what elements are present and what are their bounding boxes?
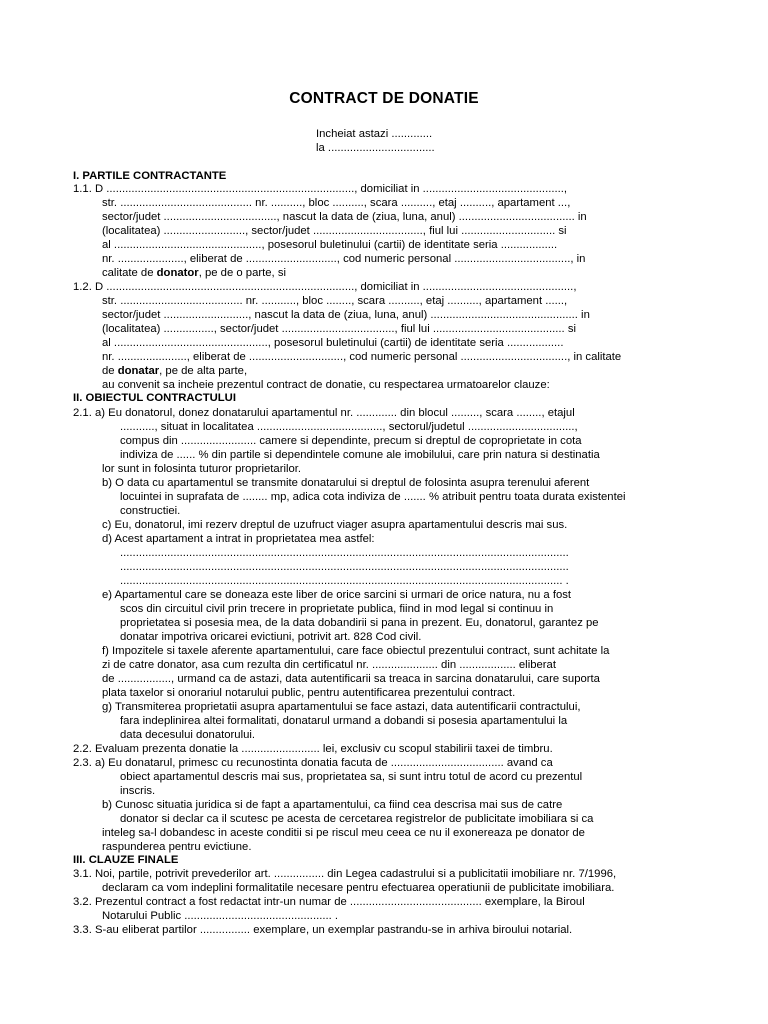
clause-2-1-line: zi de catre donator, asa cum rezulta din certificatul nr. ..................... din .................. eliberat [102,659,556,671]
clause-1-1-line: al ..............................................., posesorul buletinului (cartii) de identitate seria .................. [102,239,558,251]
clause-1-2-line: nr. ......................, eliberat de .............................., cod numeric personal .................................., in calitate [102,351,622,363]
clause-2-1-line: e) Apartamentul care se doneaza este liber de orice sarcini si urmari de orice natura, nu a fost [102,589,572,601]
clause-2-1-line: locuintei in suprafata de ........ mp, adica cota indiviza de ....... % atribuit pentru toata durata existentei [120,491,626,503]
clause-1-1-line: (localitatea) .........................., sector/judet ..................................., fiul lui .............................. si [102,225,567,237]
clause-2-1-line: f) Impozitele si taxele aferente apartamentului, care face obiectul prezentului contract, sunt achitate la [102,645,610,657]
clause-1-2-line: (localitatea) ................, sector/judet ...................................., fiul lui .......................................... si [102,323,576,335]
clause-2-1-line: donatar impotriva oricarei evictiuni, potrivit art. 828 Cod civil. [120,631,422,643]
clause-2-3-line: inscris. [120,785,156,797]
clause-1-1-line: str. .......................................... nr. .........., bloc .........., scara .........., etaj .........., apartament ..., [102,197,571,209]
concluded-date-line: Incheiat astazi ............. [316,128,433,140]
clause-1-2-line: sector/judet ..........................., nascut la data de (ziua, luna, anul) ............................................... in [102,309,590,321]
clause-1-2-closing-line: au convenit sa incheie prezentul contract de donatie, cu respectarea urmatoarelor clauze: [102,379,550,391]
clause-2-1-line: lor sunt in folosinta tuturor proprietarilor. [102,463,302,475]
section-2-heading: II. OBIECTUL CONTRACTULUI [73,392,236,404]
clause-2-1-line: proprietatea si posesia mea, de la data dobandirii si pana in prezent. Eu, donatorul, garantez pe [120,617,599,629]
clause-2-1-line: indiviza de ...... % din partile si dependintele comune ale imobilului, care prin natura si destinatia [120,449,600,461]
clause-2-3-line: raspunderea pentru evictiune. [102,841,252,853]
clause-1-1-line: nr. ....................., eliberat de ............................., cod numeric personal ....................................., in [102,253,586,265]
clause-2-1-line: b) O data cu apartamentul se transmite donatarului si dreptul de folosinta asupra terenului aferent [102,477,590,489]
clause-3-line: Notarului Public ............................................... . [102,910,339,922]
clause-1-2-line: 1.2. D ..............................................................................., domiciliat in ................................................, [73,281,577,293]
section-3-heading: III. CLAUZE FINALE [73,854,179,866]
clause-2-1-line: g) Transmiterea proprietatii asupra apartamentului se face astazi, data autentificarii contractului, [102,701,581,713]
clause-2-3-line: obiect apartamentul descris mai sus, proprietatea sa, si sunt intru totul de acord cu prezentul [120,771,583,783]
document-title: CONTRACT DE DONATIE [289,90,479,107]
clause-2-1-line: compus din ........................ camere si dependinte, precum si dreptul de coproprietate in cota [120,435,582,447]
clause-1-1-donator-line [102,267,286,280]
donatar-pre-text: de [102,365,118,377]
clause-1-1-line: 1.1. D ..............................................................................., domiciliat in ............................................., [73,183,568,195]
clause-2-3-line: b) Cunosc situatia juridica si de fapt a apartamentului, ca fiind cea descrisa mai sus de catre [102,799,563,811]
donator-post-text: , pe de o parte, si [198,267,286,279]
clause-1-2-line: str. ....................................... nr. ..........., bloc ........, scara .........., etaj .........., apartament ......, [102,295,568,307]
dotted-fill-line: ............................................................................................................................................. . [120,575,569,587]
clause-2-1-line: c) Eu, donatorul, imi rezerv dreptul de uzufruct viager asupra apartamentului descris mai sus. [102,519,568,531]
clause-2-1-line: data decesului donatorului. [120,729,256,741]
donator-role-bold: donator [156,267,199,279]
donator-pre-text: calitate de [102,267,157,279]
donatar-role-bold: donatar [117,365,160,377]
clause-2-3-line: inteleg sa-l dobandesc in aceste conditii si pe riscul meu ceea ce nu il exonereaza pe donator de [102,827,585,839]
clause-2-1-line: 2.1. a) Eu donatorul, donez donatarului apartamentul nr. ............. din blocul ........., scara ........, etajul [73,407,575,419]
clause-2-1-line: ..........., situat in localitatea ........................................, sectorul/judetul .................................., [120,421,578,433]
clause-2-1-line: fara indeplinirea altei formalitati, donatarul urmand a dobandi si posesia apartamentului la [120,715,568,727]
donatar-post-text: , pe de alta parte, [159,365,248,377]
dotted-fill-line: ............................................................................................................................................... [120,547,569,559]
clause-2-3-line: 2.3. a) Eu donatarul, primesc cu recunostinta donatia facuta de .................................... avand ca [73,757,553,769]
concluded-place-line: la .................................. [316,142,435,154]
section-1-heading: I. PARTILE CONTRACTANTE [73,170,227,182]
dotted-fill-line: ............................................................................................................................................... [120,561,569,573]
clause-2-1-line: plata taxelor si onorariul notarului public, pentru autentificarea prezentului contract. [102,687,516,699]
clause-2-2-line: 2.2. Evaluam prezenta donatie la ......................... lei, exclusiv cu scopul stabilirii taxei de timbru. [73,743,553,755]
clause-3-line: 3.2. Prezentul contract a fost redactat intr-un numar de .......................................... exemplare, la Biroul [73,896,585,908]
clause-1-2-donatar-line [102,365,247,378]
clause-2-1-line: d) Acest apartament a intrat in proprietatea mea astfel: [102,533,375,545]
clause-1-2-line: al ................................................., posesorul buletinului (cartii) de identitate seria .................. [102,337,564,349]
clause-2-3-line: donator si declar ca il scutesc pe acesta de cercetarea registrelor de publicitate imobiliara si ca [120,813,594,825]
clause-3-line: 3.1. Noi, partile, potrivit prevederilor art. ................ din Legea cadastrului si a publicitatii imobiliare nr. 7/1996, [73,868,617,880]
clause-2-1-line: constructiei. [120,505,181,517]
clause-2-1-line: scos din circuitul civil prin trecere in proprietate publica, fiind in mod legal si continuu in [120,603,554,615]
clause-1-1-line: sector/judet ...................................., nascut la data de (ziua, luna, anul) ..................................... in [102,211,587,223]
clause-2-1-line: de ................., urmand ca de astazi, data autentificarii sa treaca in sarcina donatarului, care suporta [102,673,600,685]
clause-3-line: 3.3. S-au eliberat partilor ................ exemplare, un exemplar pastrandu-se in arhiva biroului notarial. [73,924,573,936]
clause-3-line: declaram ca vom indeplini formalitatile necesare pentru efectuarea operatiunii de publicitate imobiliara. [102,882,615,894]
